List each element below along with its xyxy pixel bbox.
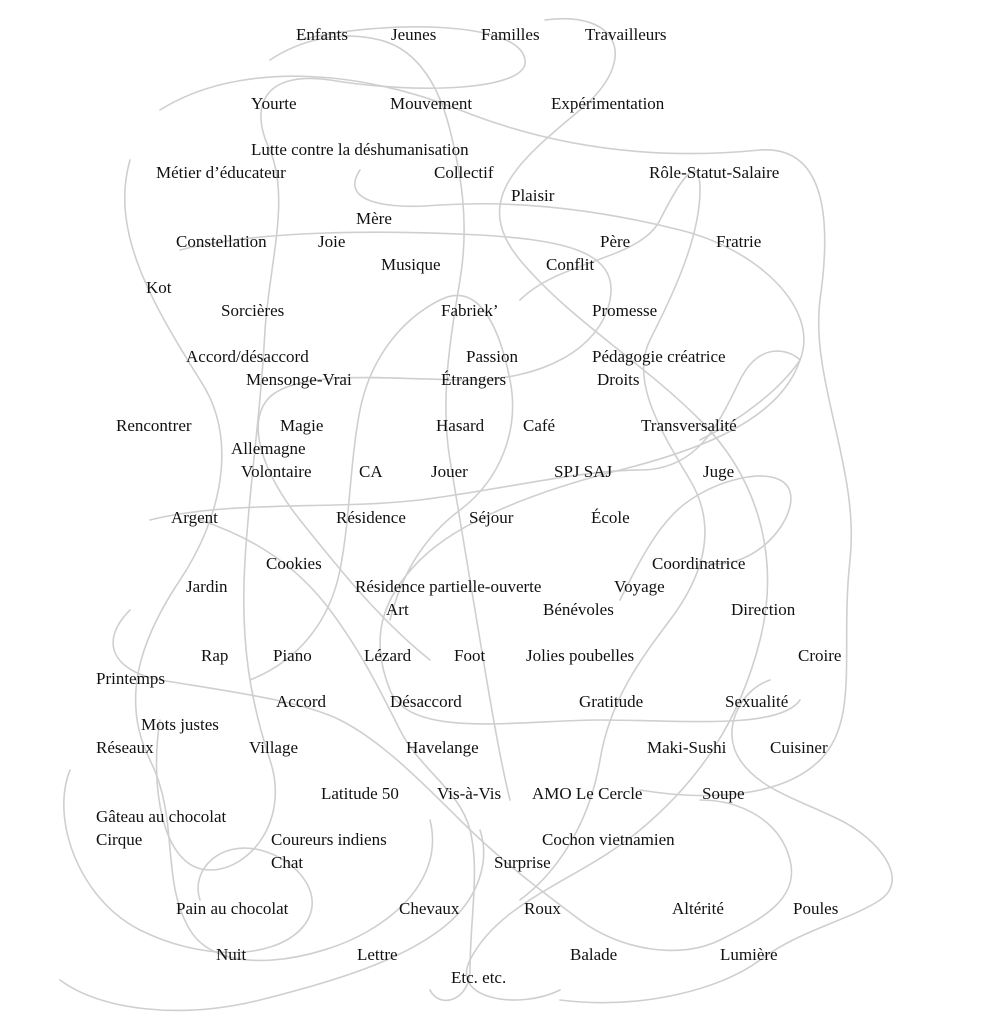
word: Métier d’éducateur bbox=[156, 163, 286, 182]
word: Surprise bbox=[494, 853, 551, 872]
scribble-line bbox=[160, 76, 851, 795]
word: Transversalité bbox=[641, 416, 737, 435]
word: Accord/désaccord bbox=[186, 347, 309, 366]
word: Cookies bbox=[266, 554, 322, 573]
word: Rôle-Statut-Salaire bbox=[649, 163, 780, 182]
word: Mouvement bbox=[390, 94, 473, 113]
word: Lumière bbox=[720, 945, 778, 964]
word: Fratrie bbox=[716, 232, 762, 251]
word: Mère bbox=[356, 209, 392, 228]
word: Cuisiner bbox=[770, 738, 828, 757]
word: Foot bbox=[454, 646, 486, 665]
word: Kot bbox=[146, 278, 172, 297]
word: Sorcières bbox=[221, 301, 285, 320]
word: Nuit bbox=[216, 945, 247, 964]
word: Piano bbox=[273, 646, 312, 665]
word: Gratitude bbox=[579, 692, 644, 711]
word: Sexualité bbox=[725, 692, 789, 711]
word: Mots justes bbox=[141, 715, 219, 734]
word: Altérité bbox=[672, 899, 724, 918]
word: Travailleurs bbox=[585, 25, 667, 44]
word: Lettre bbox=[357, 945, 398, 964]
word: Pédagogie créatrice bbox=[592, 347, 726, 366]
word: Argent bbox=[171, 508, 218, 527]
word: Havelange bbox=[406, 738, 479, 757]
word: Droits bbox=[597, 370, 640, 389]
word: Café bbox=[523, 416, 556, 435]
word: Croire bbox=[798, 646, 842, 665]
word: Lézard bbox=[364, 646, 412, 665]
word: Art bbox=[386, 600, 409, 619]
word: Yourte bbox=[251, 94, 297, 113]
word: Expérimentation bbox=[551, 94, 665, 113]
word: Allemagne bbox=[231, 439, 306, 458]
word: Résidence bbox=[336, 508, 406, 527]
word: Voyage bbox=[614, 577, 665, 596]
word: Roux bbox=[524, 899, 561, 918]
word: Balade bbox=[570, 945, 618, 964]
word: AMO Le Cercle bbox=[532, 784, 643, 803]
word: Père bbox=[600, 232, 631, 251]
word: Vis-à-Vis bbox=[437, 784, 502, 803]
word: Maki-Sushi bbox=[647, 738, 727, 757]
word: Etc. etc. bbox=[451, 968, 507, 987]
word: Juge bbox=[703, 462, 735, 481]
word: Direction bbox=[731, 600, 796, 619]
word: Passion bbox=[466, 347, 518, 366]
word: Séjour bbox=[469, 508, 514, 527]
word: Lutte contre la déshumanisation bbox=[251, 140, 469, 159]
word: Bénévoles bbox=[543, 600, 614, 619]
word: Hasard bbox=[436, 416, 485, 435]
word: Musique bbox=[381, 255, 441, 274]
word: Jolies poubelles bbox=[526, 646, 635, 665]
word: Familles bbox=[481, 25, 540, 44]
word: Conflit bbox=[546, 255, 595, 274]
word: Gâteau au chocolat bbox=[96, 807, 227, 826]
word: Plaisir bbox=[511, 186, 555, 205]
word: Fabriek’ bbox=[441, 301, 499, 320]
word: Résidence partielle-ouverte bbox=[355, 577, 542, 596]
word: Magie bbox=[280, 416, 324, 435]
word: Soupe bbox=[702, 784, 745, 803]
word: Coordinatrice bbox=[652, 554, 746, 573]
word: Printemps bbox=[96, 669, 165, 688]
scribble-line bbox=[355, 170, 804, 724]
word: Étrangers bbox=[441, 370, 507, 389]
word: Jardin bbox=[186, 577, 228, 596]
word: Pain au chocolat bbox=[176, 899, 289, 918]
word: Jouer bbox=[431, 462, 468, 481]
word: CA bbox=[359, 462, 383, 481]
word: Village bbox=[249, 738, 299, 757]
word: Chat bbox=[271, 853, 304, 872]
word: Promesse bbox=[592, 301, 658, 320]
word: Mensonge-Vrai bbox=[246, 370, 352, 389]
word: Accord bbox=[276, 692, 327, 711]
word: Cochon vietnamien bbox=[542, 830, 675, 849]
word: Enfants bbox=[296, 25, 348, 44]
word: Constellation bbox=[176, 232, 267, 251]
word: École bbox=[591, 508, 630, 527]
word: Chevaux bbox=[399, 899, 460, 918]
word: SPJ SAJ bbox=[554, 462, 613, 481]
word: Cirque bbox=[96, 830, 143, 849]
word: Volontaire bbox=[241, 462, 312, 481]
word: Poules bbox=[793, 899, 839, 918]
word: Réseaux bbox=[96, 738, 154, 757]
word: Jeunes bbox=[391, 25, 437, 44]
word: Coureurs indiens bbox=[271, 830, 387, 849]
word: Latitude 50 bbox=[321, 784, 399, 803]
word: Désaccord bbox=[390, 692, 462, 711]
word: Collectif bbox=[434, 163, 494, 182]
word: Joie bbox=[318, 232, 346, 251]
word: Rap bbox=[201, 646, 229, 665]
word: Rencontrer bbox=[116, 416, 192, 435]
